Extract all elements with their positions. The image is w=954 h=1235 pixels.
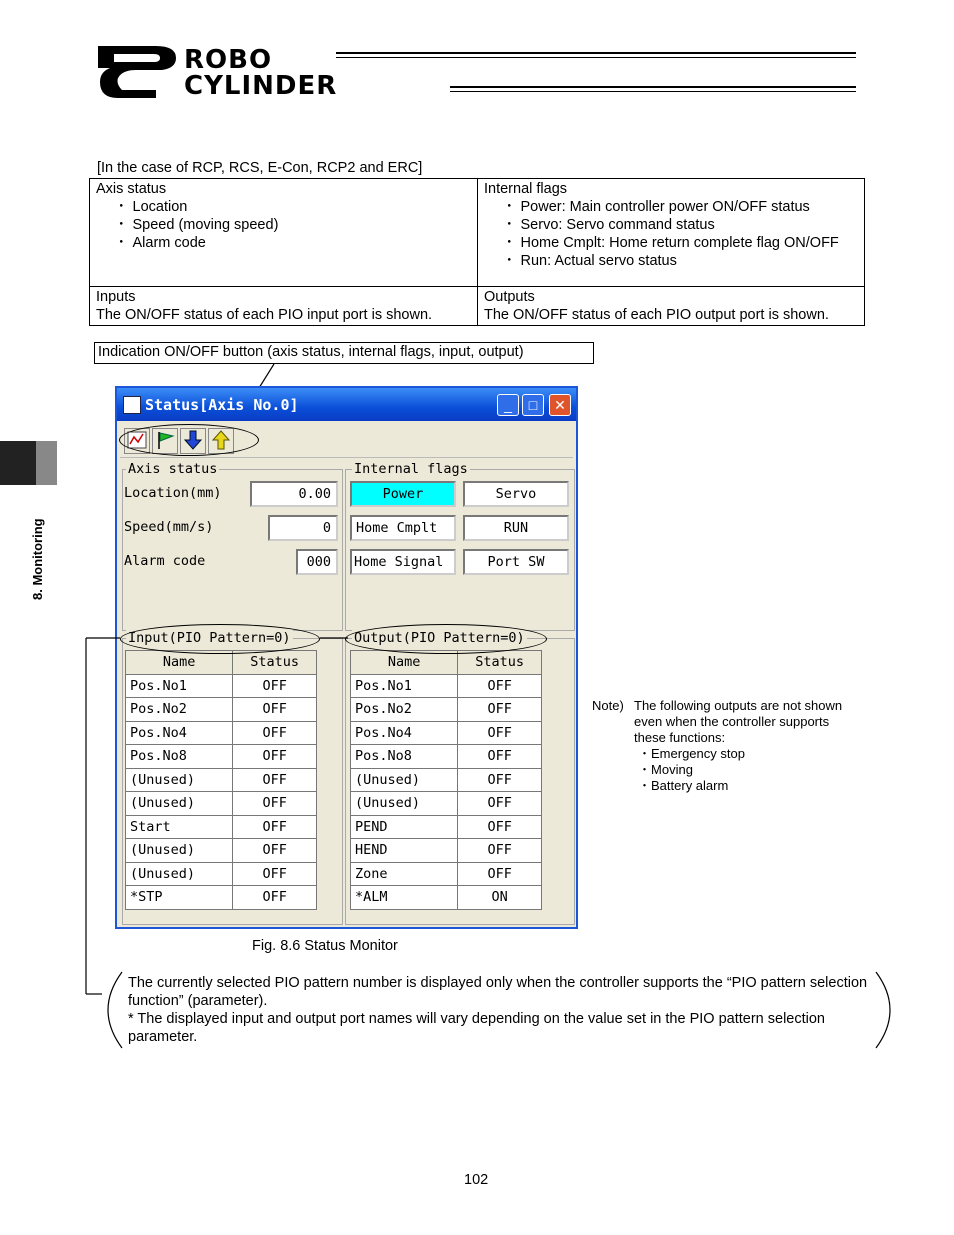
port-status: OFF: [458, 698, 542, 722]
port-status: ON: [458, 886, 542, 910]
port-name: (Unused): [351, 792, 458, 816]
axis-status-title: Axis status: [96, 181, 167, 197]
list-item: ・ Speed (moving speed): [114, 216, 471, 234]
side-tab-label: 8. Monitoring: [30, 518, 45, 600]
outputs-title: Outputs: [484, 289, 535, 305]
list-item: ・ Home Cmplt: Home return complete flag ON/OFF: [502, 234, 858, 252]
port-status: OFF: [233, 698, 317, 722]
case-title: [In the case of RCP, RCS, E-Con, RCP2 and ERC]: [97, 160, 423, 176]
port-name: (Unused): [126, 792, 233, 816]
input-group-title: Input(PIO Pattern=0): [128, 630, 291, 646]
close-button[interactable]: ✕: [549, 394, 571, 416]
port-name: Pos.No1: [126, 674, 233, 698]
toolbar-highlight-oval: [119, 424, 259, 456]
port-name: HEND: [351, 839, 458, 863]
port-status: OFF: [458, 768, 542, 792]
port-name: Pos.No2: [351, 698, 458, 722]
internal-flags-title: Internal flags: [484, 181, 568, 197]
info-table: [89, 178, 865, 326]
port-name: Start: [126, 815, 233, 839]
logo-robo-text: ROBO: [184, 45, 273, 75]
port-name: PEND: [351, 815, 458, 839]
port-status: OFF: [233, 862, 317, 886]
note-item: Emergency stop: [651, 746, 745, 761]
note-item: Battery alarm: [651, 778, 729, 793]
location-value: 0.00: [250, 481, 338, 507]
inputs-desc: The ON/OFF status of each PIO input port is shown.: [96, 307, 433, 323]
axis-status-cell: [90, 179, 478, 287]
flag-port-sw: Port SW: [463, 549, 569, 575]
flag-servo: Servo: [463, 481, 569, 507]
speed-value: 0: [268, 515, 338, 541]
port-status: OFF: [458, 745, 542, 769]
list-item: ・ Alarm code: [114, 234, 471, 252]
minimize-button[interactable]: _: [497, 394, 519, 416]
axis-status-group-title: Axis status: [128, 461, 218, 477]
port-status: OFF: [458, 862, 542, 886]
col-status-header: Status: [233, 651, 317, 675]
callout-indication-button: Indication ON/OFF button (axis status, internal flags, input, output): [94, 342, 594, 364]
outputs-desc: The ON/OFF status of each PIO output port is shown.: [484, 307, 829, 323]
bottom-note-line: * The displayed input and output port names will vary depending on the value set in the PIO pattern selection parameter.: [128, 1011, 825, 1045]
port-name: *STP: [126, 886, 233, 910]
app-icon: [123, 396, 141, 414]
location-label: Location(mm): [124, 485, 222, 501]
output-group-title: Output(PIO Pattern=0): [354, 630, 525, 646]
note-line: The following outputs are not shown: [634, 698, 843, 713]
side-tab-block: [36, 441, 57, 485]
port-name: (Unused): [126, 839, 233, 863]
port-status: OFF: [458, 792, 542, 816]
logo-cylinder-text: CYLINDER: [184, 71, 338, 101]
header-rule: [336, 57, 856, 58]
note-body: The following outputs are not shown even when the controller supports these functions: ・Emergency stop ・Moving ・Battery alarm: [634, 698, 874, 794]
note-item: Moving: [651, 762, 693, 777]
bottom-note-line: The currently selected PIO pattern number is displayed only when the controller supports the “PIO pattern selection function” (parameter).: [128, 975, 868, 1009]
port-name: Pos.No4: [126, 721, 233, 745]
port-name: Pos.No8: [351, 745, 458, 769]
maximize-button[interactable]: □: [522, 394, 544, 416]
inputs-cell: [90, 287, 478, 326]
port-status: OFF: [233, 721, 317, 745]
port-name: (Unused): [126, 768, 233, 792]
bottom-note: [128, 974, 868, 1046]
list-item: ・ Run: Actual servo status: [502, 252, 858, 270]
port-name: (Unused): [351, 768, 458, 792]
note-line: even when the controller supports: [634, 714, 830, 729]
col-name-header: Name: [126, 651, 233, 675]
speed-label: Speed(mm/s): [124, 519, 214, 535]
outputs-cell: [478, 287, 865, 326]
port-status: OFF: [233, 886, 317, 910]
alarm-code-value: 000: [296, 549, 338, 575]
flag-power: Power: [350, 481, 456, 507]
flag-run: RUN: [463, 515, 569, 541]
port-name: Zone: [351, 862, 458, 886]
list-item: ・ Servo: Servo command status: [502, 216, 858, 234]
alarm-code-label: Alarm code: [124, 553, 206, 569]
port-status: OFF: [233, 768, 317, 792]
flag-home-cmplt: Home Cmplt: [350, 515, 456, 541]
header-rule: [336, 52, 856, 54]
internal-flags-cell: [478, 179, 865, 287]
inputs-title: Inputs: [96, 289, 136, 305]
note-prefix: Note): [592, 698, 624, 713]
port-status: OFF: [233, 674, 317, 698]
port-status: OFF: [458, 815, 542, 839]
port-name: *ALM: [351, 886, 458, 910]
header-rule: [450, 86, 856, 88]
port-status: OFF: [233, 792, 317, 816]
note-line: these functions:: [634, 730, 726, 745]
port-name: Pos.No1: [351, 674, 458, 698]
rc-logo-icon: [96, 44, 180, 100]
header-rule: [450, 91, 856, 92]
internal-flags-group-title: Internal flags: [354, 461, 468, 477]
port-status: OFF: [233, 815, 317, 839]
page-number: 102: [464, 1172, 489, 1188]
col-status-header: Status: [458, 651, 542, 675]
port-status: OFF: [233, 745, 317, 769]
list-item: ・ Power: Main controller power ON/OFF status: [502, 198, 858, 216]
port-status: OFF: [233, 839, 317, 863]
window-title: Status[Axis No.0]: [145, 396, 299, 414]
port-name: Pos.No8: [126, 745, 233, 769]
figure-caption: Fig. 8.6 Status Monitor: [252, 938, 398, 954]
list-item: ・ Location: [114, 198, 471, 216]
col-name-header: Name: [351, 651, 458, 675]
side-tab-block: [0, 441, 36, 485]
port-name: Pos.No4: [351, 721, 458, 745]
title-bar[interactable]: [117, 388, 576, 421]
port-name: Pos.No2: [126, 698, 233, 722]
port-status: OFF: [458, 721, 542, 745]
port-status: OFF: [458, 674, 542, 698]
port-name: (Unused): [126, 862, 233, 886]
flag-home-signal: Home Signal: [350, 549, 456, 575]
port-status: OFF: [458, 839, 542, 863]
